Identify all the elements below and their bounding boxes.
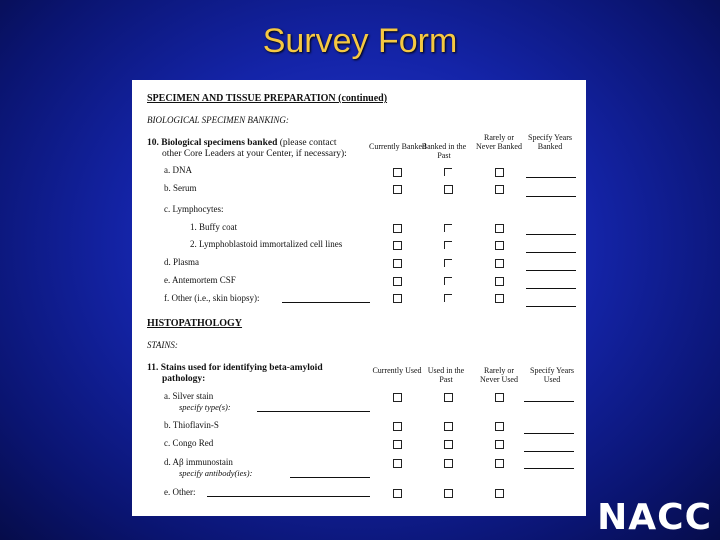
abeta-rarely-checkbox[interactable] [495, 459, 504, 468]
lymphoblastoid-currently-checkbox[interactable] [393, 241, 402, 250]
question-11-line2: pathology: [162, 374, 206, 384]
col-specify-years-used: Specify Years Used [530, 366, 574, 384]
nacc-logo: NACC [597, 497, 712, 538]
question-10 [147, 138, 336, 149]
other-stain-currently-checkbox[interactable] [393, 489, 402, 498]
csf-years-line[interactable] [526, 288, 576, 289]
thioflavin-rarely-checkbox[interactable] [495, 422, 504, 431]
col-specify-years-banked: Specify Years Banked [528, 133, 572, 151]
slide-title: Survey Form [262, 22, 458, 60]
dna-years-line[interactable] [526, 177, 576, 178]
row-abeta-immunostain: d. Aβ immunostain [164, 457, 233, 467]
col-currently-banked: Currently Banked [369, 142, 427, 151]
row-silver-stain: a. Silver stain [164, 391, 214, 401]
question-11: 11. Stains used for identifying beta-amyloid [147, 363, 323, 373]
silver-currently-checkbox[interactable] [393, 393, 402, 402]
abeta-years-line[interactable] [524, 468, 574, 469]
survey-form-page [132, 80, 586, 516]
thioflavin-currently-checkbox[interactable] [393, 422, 402, 431]
plasma-rarely-checkbox[interactable] [495, 259, 504, 268]
dna-rarely-checkbox[interactable] [495, 168, 504, 177]
dna-past-checkbox[interactable] [444, 168, 452, 176]
row-plasma: d. Plasma [164, 257, 199, 267]
other-stain-line[interactable] [207, 496, 370, 497]
other-past-checkbox[interactable] [444, 294, 452, 302]
csf-currently-checkbox[interactable] [393, 277, 402, 286]
plasma-currently-checkbox[interactable] [393, 259, 402, 268]
question-10-line2: other Core Leaders at your Center, if necessary): [162, 149, 347, 159]
other-stain-past-checkbox[interactable] [444, 489, 453, 498]
other-specimen-line[interactable] [282, 302, 370, 303]
row-buffy-coat: 1. Buffy coat [190, 222, 238, 232]
section-subtitle-banking: BIOLOGICAL SPECIMEN BANKING: [147, 115, 289, 125]
other-rarely-checkbox[interactable] [495, 294, 504, 303]
lymphoblastoid-past-checkbox[interactable] [444, 241, 452, 249]
row-antemortem-csf: e. Antemortem CSF [164, 275, 236, 285]
plasma-past-checkbox[interactable] [444, 259, 452, 267]
csf-past-checkbox[interactable] [444, 277, 452, 285]
row-serum: b. Serum [164, 183, 197, 193]
abeta-past-checkbox[interactable] [444, 459, 453, 468]
congo-past-checkbox[interactable] [444, 440, 453, 449]
col-used-past: Used in the Past [427, 366, 465, 384]
buffy-past-checkbox[interactable] [444, 224, 452, 232]
row-thioflavin: b. Thioflavin-S [164, 420, 219, 430]
abeta-specify-line[interactable] [290, 477, 370, 478]
lymphoblastoid-rarely-checkbox[interactable] [495, 241, 504, 250]
silver-specify-line[interactable] [257, 411, 370, 412]
col-rarely-banked: Rarely or Never Banked [476, 133, 522, 151]
thioflavin-years-line[interactable] [524, 433, 574, 434]
question-10-rest: (please contact [277, 138, 337, 148]
other-currently-checkbox[interactable] [393, 294, 402, 303]
section-subtitle-stains: STAINS: [147, 340, 178, 350]
buffy-rarely-checkbox[interactable] [495, 224, 504, 233]
silver-years-line[interactable] [524, 401, 574, 402]
row-lymphocytes: c. Lymphocytes: [164, 204, 224, 214]
row-lymphoblastoid: 2. Lymphoblastoid immortalized cell lines [190, 239, 343, 249]
abeta-currently-checkbox[interactable] [393, 459, 402, 468]
serum-currently-checkbox[interactable] [393, 185, 402, 194]
congo-currently-checkbox[interactable] [393, 440, 402, 449]
question-10-bold: 10. Biological specimens banked [147, 138, 278, 148]
silver-past-checkbox[interactable] [444, 393, 453, 402]
col-currently-used: Currently Used [372, 366, 422, 375]
section-title-specimen: SPECIMEN AND TISSUE PREPARATION (continued) [147, 93, 388, 104]
buffy-currently-checkbox[interactable] [393, 224, 402, 233]
col-rarely-used: Rarely or Never Used [480, 366, 518, 384]
row-dna: a. DNA [164, 165, 192, 175]
col-banked-past: Banked in the Past [421, 142, 467, 160]
plasma-years-line[interactable] [526, 270, 576, 271]
silver-specify-label: specify type(s): [179, 402, 231, 412]
serum-rarely-checkbox[interactable] [495, 185, 504, 194]
dna-currently-checkbox[interactable] [393, 168, 402, 177]
abeta-specify-label: specify antibody(ies): [179, 468, 253, 478]
row-other-stain: e. Other: [164, 487, 196, 497]
serum-years-line[interactable] [526, 196, 576, 197]
lymphoblastoid-years-line[interactable] [526, 252, 576, 253]
row-other-specimen: f. Other (i.e., skin biopsy): [164, 293, 260, 303]
congo-years-line[interactable] [524, 451, 574, 452]
section-title-histopathology: HISTOPATHOLOGY [147, 318, 243, 329]
csf-rarely-checkbox[interactable] [495, 277, 504, 286]
other-stain-rarely-checkbox[interactable] [495, 489, 504, 498]
silver-rarely-checkbox[interactable] [495, 393, 504, 402]
buffy-years-line[interactable] [526, 234, 576, 235]
serum-past-checkbox[interactable] [444, 185, 453, 194]
thioflavin-past-checkbox[interactable] [444, 422, 453, 431]
congo-rarely-checkbox[interactable] [495, 440, 504, 449]
row-congo-red: c. Congo Red [164, 438, 214, 448]
other-years-line[interactable] [526, 306, 576, 307]
